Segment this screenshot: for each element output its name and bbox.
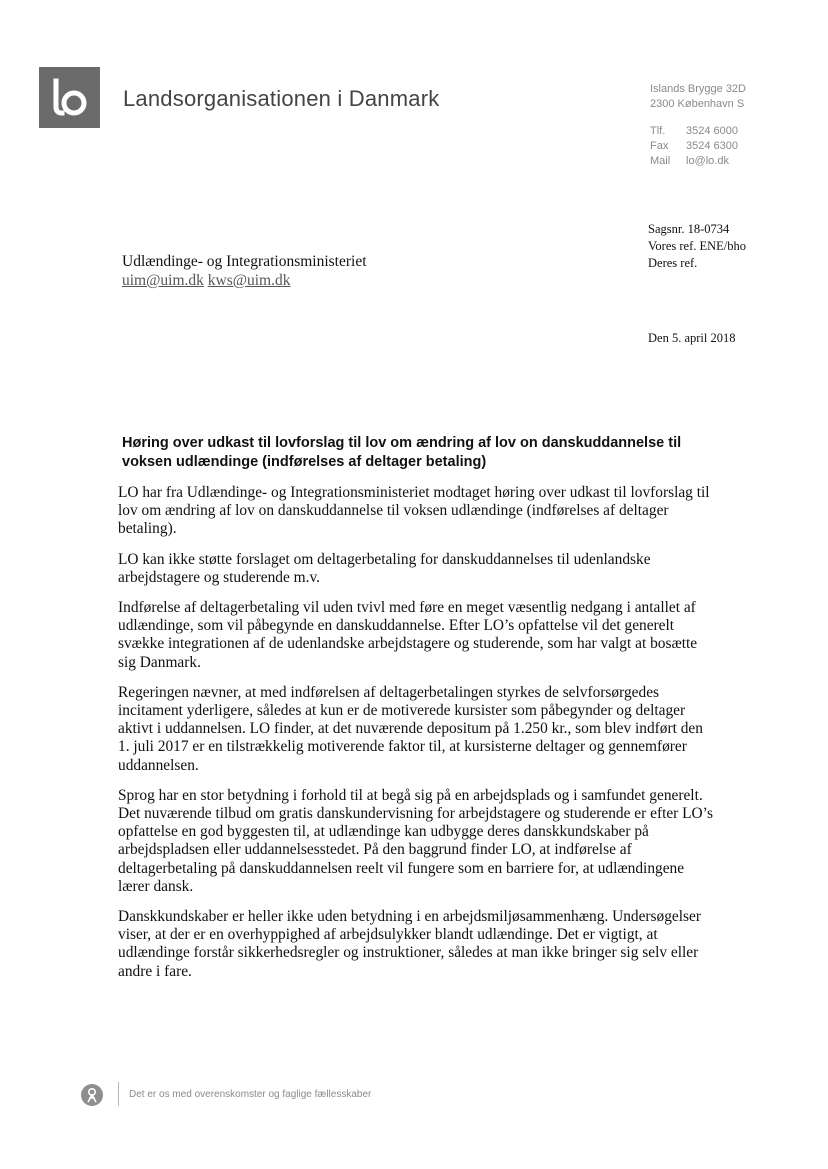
address-line-2: 2300 København S [650, 98, 745, 110]
letter-subject: Høring over udkast til lovforslag til lov om ændring af lov on danskuddannelse til voksen udlændinge (indførelses af deltager betaling) [122, 435, 682, 470]
footer-emblem-icon [80, 1083, 104, 1107]
our-reference: Vores ref. ENE/bho [648, 239, 747, 253]
body-paragraph: Regeringen nævner, at med indførelsen af deltagerbetalingen styrkes de selvforsørgedes incitament yderligere, således at kun er de motiverede kursister som påbegynder og deltager aktivt i uddannelsen. LO finder, at det nuværende depositum på 1.250 kr., som blev indført den 1. juli 2017 er en tilstrækkelig motiverende faktor til, at kursisterne deltager og gennemfører uddannelsen. [118, 683, 703, 774]
mail-label: Mail [650, 155, 671, 167]
fax-value: 3524 6300 [686, 140, 738, 152]
body-paragraph: LO kan ikke støtte forslaget om deltagerbetaling for danskuddannelses til udenlandske arbejdstagere og studerende m.v. [118, 550, 651, 586]
reference-block [648, 221, 746, 272]
lo-logo-icon [39, 67, 100, 128]
letter-date: Den 5. april 2018 [648, 331, 736, 345]
case-number: Sagsnr. 18-0734 [648, 222, 730, 236]
body-paragraph: LO har fra Udlændinge- og Integrationsministeriet modtaget høring over udkast til lovforslag til lov om ændring af lov on danskuddannelse til voksen udlændinge (indførelses af deltager betaling). [118, 484, 710, 538]
body-paragraph: Indførelse af deltagerbetaling vil uden tvivl med føre en meget væsentlig nedgang i antallet af udlændinge, som vil påbegynde en danskuddannelse. Efter LO’s opfattelse vil det generelt svække integrationen af de udenlandske arbejdstagere og studerende, som har valgt at bosætte sig Danmark. [118, 599, 698, 671]
phone-row [650, 124, 746, 139]
fax-row [650, 139, 746, 154]
fax-label: Fax [650, 140, 669, 152]
phone-label: Tlf. [650, 125, 666, 137]
recipient-email-link-2[interactable]: kws@uim.dk [207, 272, 291, 289]
footer-tagline: Det er os med overenskomster og faglige fællesskaber [129, 1089, 372, 1100]
body-paragraph: Danskkundskaber er heller ikke uden betydning i en arbejdsmiljøsammenhæng. Undersøgelser viser, at der er en overhyppighed af arbejdsulykker blandt udlændinge. Det er vigtigt, at udlændinge forstår sikkerhedsregler og instruktioner, således at man ikke bringer sig selv eller andre i fare. [118, 908, 701, 980]
recipient-block [122, 252, 367, 290]
recipient-email-link-1[interactable]: uim@uim.dk [122, 272, 204, 289]
recipient-name: Udlændinge- og Integrationsministeriet [122, 253, 367, 270]
contact-block [650, 82, 746, 169]
recipient-emails [122, 271, 367, 290]
organization-name: Landsorganisationen i Danmark [123, 86, 440, 111]
body-paragraph: Sprog har en stor betydning i forhold til at begå sig på en arbejdsplads og i samfundet generelt. Det nuværende tilbud om gratis danskundervisning for arbejdstagere og studerende er efter LO’s opfattelse en god byggesten til, at udlændinge kan udbygge deres danskkundskaber på arbejdspladsen eller uddannelsesstedet. På den baggrund finder LO, at indførelse af deltagerbetaling på danskuddannelsen reelt vil fungere som en barriere for, at udlændingene lærer dansk. [118, 786, 713, 895]
phone-value: 3524 6000 [686, 125, 738, 137]
mail-row [650, 154, 746, 169]
your-reference: Deres ref. [648, 256, 698, 270]
footer-divider [118, 1082, 119, 1106]
mail-value: lo@lo.dk [686, 155, 729, 167]
address-line-1: Islands Brygge 32D [650, 83, 746, 95]
letter-body [118, 484, 718, 993]
